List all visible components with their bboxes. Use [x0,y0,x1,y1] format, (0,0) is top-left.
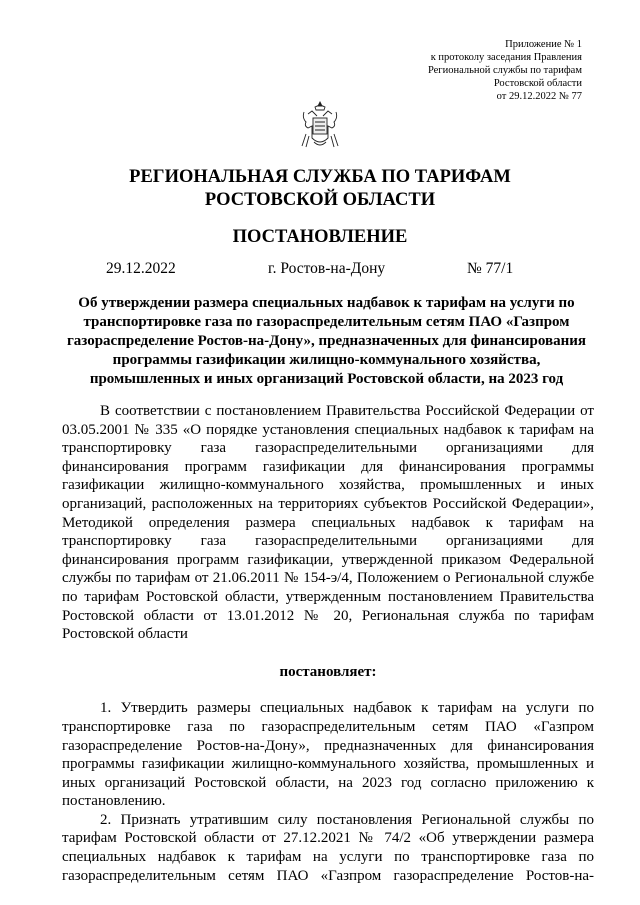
clause-2: 2. Признать утратившим силу постановления Региональной службы по тарифам Ростовской области от 27.12.2021 № 74/2 «Об утверждении размера специальных надбавок к тарифам на услуги по транспортировке газа по газораспределительным сетям ПАО «Газпром газораспределение Ростов-на- [62,811,594,884]
organization-line: РЕГИОНАЛЬНАЯ СЛУЖБА ПО ТАРИФАМ [129,167,511,187]
document-number: № 77/1 [467,260,514,277]
annex-line: к протоколу заседания Правления [430,52,582,63]
document-type: ПОСТАНОВЛЕНИЕ [232,227,408,247]
organization-name [0,166,640,212]
preamble-paragraph: В соответствии с постановлением Правительства Российской Федерации от 03.05.2001 № 335 «О порядке установления специальных надбавок к тарифам на транспортировку газа газораспределительными организациями для финансирования программ газификации для финансирования программы газификации жилищно-коммунального хозяйства, промышленных и иных организаций, расположенных на территориях субъектов Российской Федерации», Методикой определения размера специальных надбавок к тарифам на транспортировку газа газораспределительными организациями для финансирования программ газификации, утвержденной приказом Федеральной службы по тарифам от 21.06.2011 № 154-э/4, Положением о Региональной службе по тарифам Ростовской области, утвержденным постановлением Правительства Ростовской области от 13.01.2012 № 20, Региональная служба по тарифам Ростовской области [62,403,594,643]
annex-line: от 29.12.2022 № 77 [496,91,582,102]
annex-note [428,38,582,103]
document-date: 29.12.2022 [106,260,176,277]
organization-line: РОСТОВСКОЙ ОБЛАСТИ [204,190,436,210]
resolves-heading: постановляет: [279,663,377,680]
annex-line: Приложение № 1 [505,39,582,50]
annex-line: Ростовской области [493,78,582,89]
document-title: Об утверждении размера специальных надбавок к тарифам на услуги по транспортировке газа по газораспределительным сетям ПАО «Газпром газораспределение Ростов-на-Дону», предназначенных для финансирования программы газификации жилищно-коммунального хозяйства, промышленных и иных организаций Ростовской области, на 2023 год [66,295,587,387]
document-city: г. Ростов-на-Дону [268,260,386,277]
annex-line: Региональной службы по тарифам [427,65,582,76]
document-body [62,402,594,885]
coat-of-arms-icon [298,100,342,150]
clause-1: 1. Утвердить размеры специальных надбавок к тарифам на услуги по транспортировке газа по газораспределительным сетям ПАО «Газпром газораспределение Ростов-на-Дону», предназначенных для финансирования программы газификации жилищно-коммунального хозяйства, промышленных и иных организаций Ростовской области, на 2023 год согласно приложению к постановлению. [62,700,594,810]
